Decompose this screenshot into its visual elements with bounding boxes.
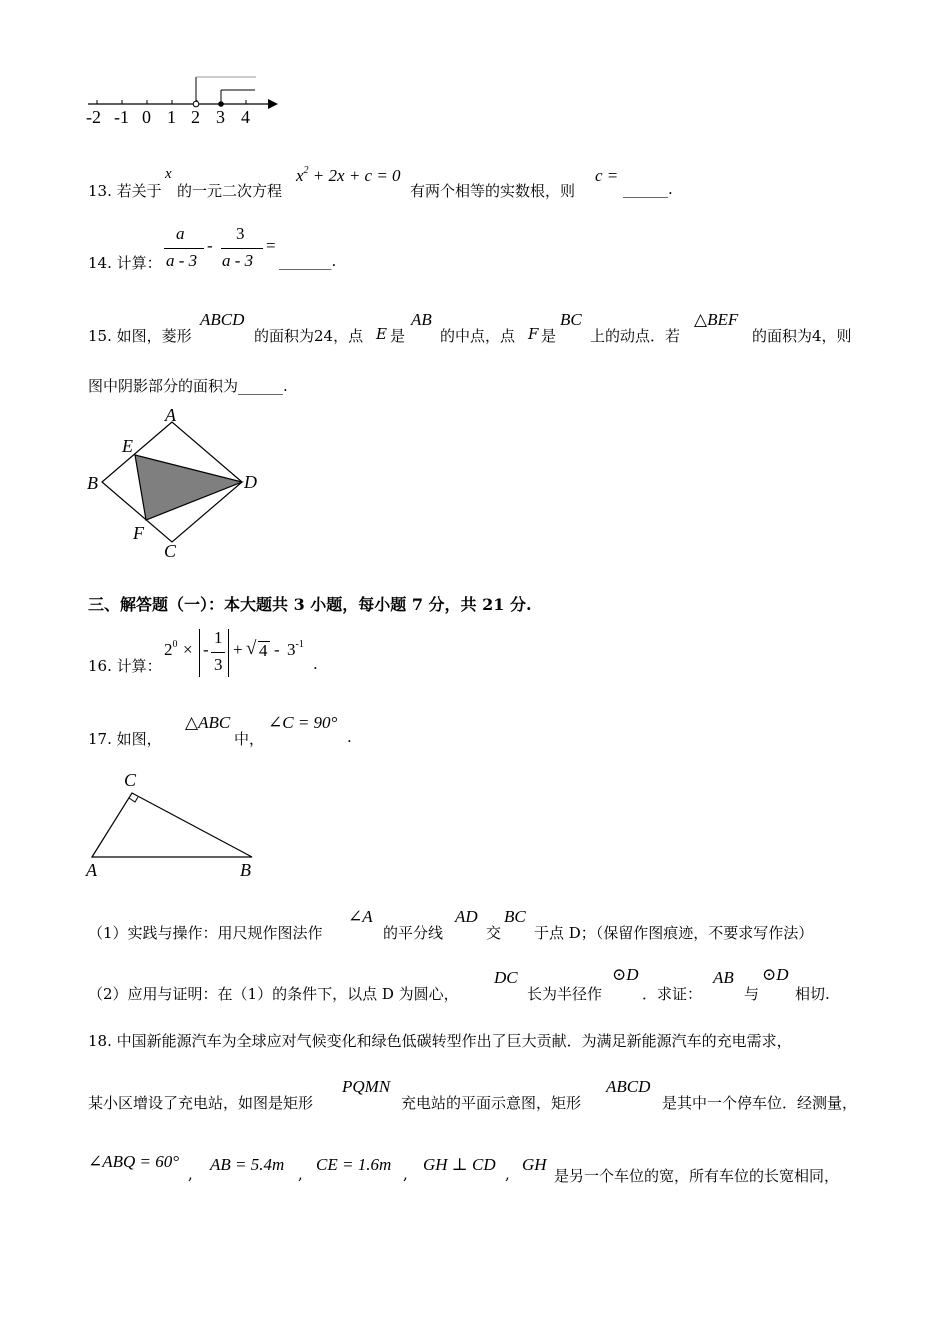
q16-abs-minus: - [203,640,209,659]
q14-frac2-num: 3 [236,224,245,243]
tick-label: 0 [142,107,151,127]
q18-comma-2: , [298,1165,303,1183]
q18-pqmn: PQMN [342,1077,391,1096]
q17-p1-angle: ∠A [348,907,373,926]
q13-var: x [165,166,172,182]
q15-f: F [528,325,539,343]
q18-abcd: ABCD [606,1077,651,1096]
q17-end: . [347,728,352,746]
q15-text-2: 的面积为24，点 [254,327,364,345]
open-point [193,101,199,107]
q14-minus: - [207,236,213,255]
q14-number: 14. 计算： [88,254,162,272]
q15-text-6: 上的动点．若 [590,327,681,345]
q14-equals: = [266,236,276,255]
q18-angle: ∠ABQ = 60° [88,1152,180,1171]
q13-mid: 的一元二次方程 [177,182,283,200]
q13-number: 13. 若关于 [88,182,162,200]
right-triangle-figure [80,765,270,885]
q14-answer-blank: _______. [279,252,337,270]
q17-number: 17. 如图， [88,730,162,748]
q15-triangle-bef: △BEF [694,310,739,329]
q17-mid: 中， [234,730,265,748]
triangle-abc [92,793,252,857]
q18-comma-1: , [188,1165,193,1183]
q15-text-1: 15. 如图，菱形 [88,327,192,345]
number-line-figure [80,70,280,132]
q16-power: $2^0$ [164,639,178,659]
q15-text-line2: 图中阴影部分的面积为______. [88,377,288,395]
label-B: B [240,860,251,880]
label-E: E [122,436,133,456]
q17-p2-circle: ⊙D [612,965,639,984]
label-F: F [133,523,144,543]
q15-text-5: 是 [541,327,557,345]
q17-p2-circle2: ⊙D [762,965,789,984]
q14-frac1-bar [164,248,204,249]
q17-triangle: △ABC [185,713,231,732]
q18-comma-3: , [403,1165,408,1183]
label-C: C [124,770,137,790]
label-D: D [244,472,257,492]
q17-p2-d: 与 [744,985,760,1003]
q16-end: . [313,655,318,673]
section-3-heading: 三、解答题（一）：本大题共 3 小题，每小题 7 分，共 21 分. [88,595,532,614]
q17-p1-d: 于点 D；（保留作图痕迹，不要求写作法） [534,924,814,942]
q13-equation: $x^2 + 2x + c = 0$ [296,165,401,185]
q16-power-neg: $3^{-1}$ [287,639,304,659]
q17-p2-dc: DC [494,968,518,987]
tick-label: -1 [114,107,129,127]
q18-comma-4: , [505,1165,510,1183]
q17-p1-b: 的平分线 [383,924,444,942]
label-B: B [87,473,98,493]
rhombus-figure [80,400,270,570]
q17-p1-bc: BC [504,907,526,926]
q18-ce-length: CE = 1.6m [316,1155,392,1174]
q13-c-label: c = [595,166,619,185]
q16-minus: - [274,640,280,659]
q18-ab-length: AB = 5.4m [210,1155,285,1174]
q18-line-2a: 某小区增设了充电站，如图是矩形 [88,1094,314,1112]
tick-label: 3 [216,107,225,127]
q16-times: × [183,640,193,659]
q16-frac-num: 1 [214,628,223,647]
q18-gh: GH [522,1155,547,1174]
shaded-triangle-edf [135,455,242,520]
q14-frac1-den: a - 3 [166,251,198,270]
tick-label: 4 [241,107,250,127]
q15-text-3: 是 [390,327,406,345]
q16-frac-bar [211,652,225,653]
q16-abs-left [199,629,200,677]
q13-answer-blank: ______. [623,180,673,198]
q16-abs-right [228,629,229,677]
closed-point [218,101,224,107]
q16-sqrt-sign: √ [246,638,257,659]
q15-bc: BC [560,310,582,329]
q17-p2-b: 长为半径作 [527,985,603,1003]
q15-text-4: 的中点，点 [440,327,516,345]
q15-text-7: 的面积为4，则 [752,327,852,345]
q15-ab: AB [411,310,432,329]
q16-number: 16. 计算： [88,657,162,675]
q18-line-3-end: 是另一个车位的宽，所有车位的长宽相同， [554,1167,840,1185]
q18-gh-perp-cd: GH ⊥ CD [423,1155,496,1174]
label-A: A [86,860,97,880]
q18-line-2c: 是其中一个停车位．经测量， [662,1094,858,1112]
q13-end: 有两个相等的实数根，则 [410,182,576,200]
q16-plus: + [233,640,243,659]
q14-frac1-num: a [176,224,185,243]
label-C: C [164,541,177,561]
q17-angle: ∠C = 90° [268,713,338,732]
q17-p1-c: 交 [486,924,502,942]
q17-p2-a: （2）应用与证明：在（1）的条件下，以点 D 为圆心， [88,985,459,1003]
q15-e: E [376,325,387,343]
number-line-arrow [268,99,278,109]
q14-frac2-bar [221,248,263,249]
right-angle-mark [129,797,138,802]
tick-label: -2 [86,107,101,127]
q17-p2-ab: AB [713,968,734,987]
tick-label: 1 [167,107,176,127]
label-A: A [165,405,176,425]
q16-frac-den: 3 [214,655,223,674]
q15-abcd: ABCD [200,310,245,329]
tick-label: 2 [191,107,200,127]
q17-p1-a: （1）实践与操作：用尺规作图法作 [88,924,323,942]
q17-p2-c: ．求证： [642,985,703,1003]
q16-sqrt-arg: 4 [259,641,268,660]
q18-line-1: 18. 中国新能源汽车为全球应对气候变化和绿色低碳转型作出了巨大贡献．为满足新能源汽车的充电需求， [88,1032,792,1050]
q17-p2-e: 相切. [795,985,830,1003]
q14-frac2-den: a - 3 [222,251,254,270]
q17-p1-ad: AD [455,907,478,926]
q18-line-2b: 充电站的平面示意图，矩形 [401,1094,582,1112]
